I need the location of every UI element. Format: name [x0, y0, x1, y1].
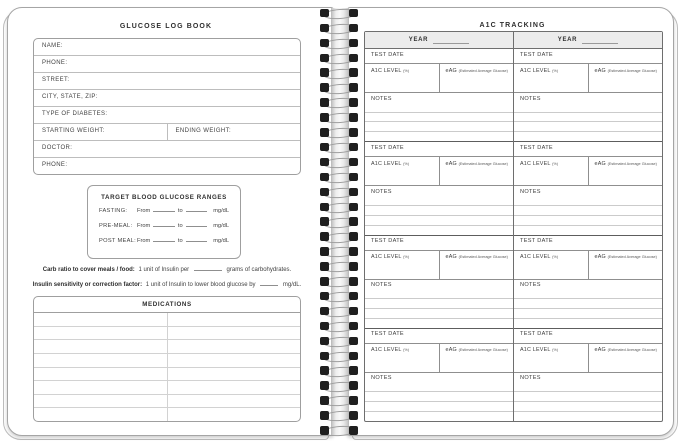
empty-row	[365, 299, 513, 309]
empty-row	[365, 122, 513, 132]
a1c-unit-label: (%)	[403, 68, 409, 73]
empty-row	[514, 216, 662, 226]
a1c-entry-block	[514, 141, 662, 234]
a1c-table-body	[365, 49, 662, 421]
year-header-row	[365, 32, 662, 49]
eag-sub-label: (Estimated Average Glucose)	[607, 255, 657, 259]
a1c-unit-label: (%)	[403, 348, 409, 353]
coil-punch-hole-left	[320, 158, 329, 167]
coil-punch-hole-right	[349, 203, 358, 212]
coil-punch-hole-left	[320, 24, 329, 33]
personal-info-box	[33, 38, 301, 175]
year-blank-line	[433, 36, 469, 44]
from-label: From	[137, 223, 151, 229]
target-range-row	[99, 220, 229, 235]
test-date-row: TEST DATE	[365, 329, 513, 344]
a1c-level-cell: A1C LEVEL (%)	[365, 344, 440, 372]
coil-punch-hole-right	[349, 113, 358, 122]
test-date-row: TEST DATE	[514, 236, 662, 251]
empty-row	[514, 412, 662, 421]
empty-row	[514, 226, 662, 235]
notes-row: NOTES	[514, 280, 662, 300]
eag-sub-label: (Estimated Average Glucose)	[458, 348, 508, 353]
coil-punch-hole-left	[320, 381, 329, 390]
insulin-sensitivity-label: Insulin sensitivity or correction factor:	[32, 282, 143, 288]
test-date-row: TEST DATE	[514, 329, 662, 344]
coil-punch-hole-left	[320, 143, 329, 152]
target-range-label: PRE-MEAL:	[99, 223, 133, 229]
eag-cell: eAG (Estimated Average Glucose)	[445, 67, 508, 74]
coil-punch-hole-left	[320, 217, 329, 226]
a1c-level-row	[514, 64, 662, 93]
from-label: From	[137, 208, 151, 214]
a1c-unit-label: (%)	[552, 68, 558, 73]
a1c-level-cell: A1C LEVEL (%)	[514, 344, 589, 372]
info-field-label: ENDING WEIGHT:	[167, 124, 301, 140]
a1c-entry-block	[365, 328, 513, 421]
info-row	[34, 55, 300, 72]
to-label: to	[177, 208, 183, 214]
a1c-level-row	[514, 344, 662, 373]
info-field-label: DOCTOR:	[42, 144, 73, 151]
eag-cell: eAG (Estimated Average Glucose)	[445, 347, 508, 354]
eag-sub-label: (Estimated Average Glucose)	[607, 161, 657, 166]
eag-cell: eAG (Estimated Average Glucose)	[445, 160, 508, 167]
coil-punch-hole-left	[320, 307, 329, 316]
coil-punch-hole-left	[320, 232, 329, 241]
test-date-row: TEST DATE	[514, 142, 662, 157]
coil-punch-hole-left	[320, 68, 329, 77]
eag-sub-label: (Estimated Average Glucose)	[458, 68, 508, 73]
info-row	[34, 39, 300, 55]
empty-row	[514, 113, 662, 123]
target-range-row	[99, 205, 229, 220]
target-ranges-title: TARGET BLOOD GLUCOSE RANGES	[101, 194, 227, 201]
a1c-level-row	[365, 157, 513, 186]
coil-punch-hole-left	[320, 366, 329, 375]
coil-punch-hole-right	[349, 322, 358, 331]
coil-punch-hole-right	[349, 158, 358, 167]
coil-punch-hole-left	[320, 98, 329, 107]
eag-cell: eAG (Estimated Average Glucose)	[594, 254, 657, 260]
a1c-unit-label: (%)	[552, 348, 558, 353]
carb-ratio-blank-line	[194, 264, 222, 271]
carb-ratio-label: Carb ratio to cover meals / food:	[42, 267, 135, 273]
carb-ratio-text: 1 unit of Insulin per	[138, 267, 190, 273]
a1c-entry-block	[514, 328, 662, 421]
a1c-level-cell: A1C LEVEL (%)	[365, 251, 440, 279]
medications-column-divider	[167, 313, 168, 421]
coil-punch-hole-left	[320, 262, 329, 271]
a1c-entry-block	[365, 49, 513, 141]
carb-ratio-note	[21, 264, 313, 273]
coil-punch-hole-right	[349, 337, 358, 346]
left-page	[7, 7, 334, 436]
empty-row	[365, 226, 513, 235]
coil-punch-hole-right	[349, 83, 358, 92]
carb-ratio-text-end: grams of carbohydrates.	[226, 267, 292, 273]
coil-punch-hole-right	[349, 217, 358, 226]
a1c-level-cell: A1C LEVEL (%)	[514, 251, 589, 279]
info-row	[34, 72, 300, 89]
a1c-entry-block	[365, 235, 513, 328]
coil-punch-hole-right	[349, 262, 358, 271]
coil-punch-hole-left	[320, 113, 329, 122]
a1c-level-cell: A1C LEVEL (%)	[365, 64, 440, 92]
eag-sub-label: (Estimated Average Glucose)	[607, 348, 657, 353]
coil-punch-hole-right	[349, 396, 358, 405]
from-blank-line	[153, 205, 175, 212]
info-field-label: CITY, STATE, ZIP:	[42, 93, 98, 100]
medications-box	[33, 296, 301, 422]
empty-row	[514, 319, 662, 328]
empty-row	[514, 309, 662, 319]
empty-row	[514, 299, 662, 309]
target-range-label: POST MEAL:	[99, 238, 137, 244]
target-range-row	[99, 235, 229, 250]
right-page-title: A1C TRACKING	[479, 22, 546, 29]
info-row	[34, 123, 300, 140]
year-label: YEAR	[408, 37, 429, 43]
eag-sub-label: (Estimated Average Glucose)	[607, 68, 657, 73]
insulin-sensitivity-note	[21, 279, 313, 288]
a1c-unit-label: (%)	[403, 161, 409, 166]
info-row	[34, 106, 300, 123]
coil-punch-hole-right	[349, 352, 358, 361]
year-label: YEAR	[557, 37, 578, 43]
coil-punch-hole-left	[320, 396, 329, 405]
target-range-label: FASTING:	[99, 208, 128, 214]
coil-punch-hole-left	[320, 277, 329, 286]
a1c-level-row	[514, 157, 662, 186]
coil-punch-hole-right	[349, 39, 358, 48]
coil-punch-hole-left	[320, 352, 329, 361]
empty-row	[365, 206, 513, 216]
a1c-level-cell: A1C LEVEL (%)	[514, 157, 589, 185]
year-header-cell	[514, 32, 662, 48]
a1c-level-row	[514, 251, 662, 280]
eag-sub-label: (Estimated Average Glucose)	[458, 255, 508, 259]
insulin-sensitivity-blank-line	[260, 279, 278, 286]
a1c-level-row	[365, 344, 513, 373]
coil-punch-hole-right	[349, 247, 358, 256]
notes-row: NOTES	[514, 186, 662, 206]
coil-punch-hole-left	[320, 247, 329, 256]
coil-punch-hole-left	[320, 292, 329, 301]
a1c-tracking-table	[364, 31, 663, 422]
insulin-sensitivity-text-end: mg/dL.	[282, 282, 302, 288]
from-blank-line	[153, 220, 175, 227]
info-row	[34, 140, 300, 157]
notes-row: NOTES	[365, 93, 513, 113]
coil-punch-hole-right	[349, 277, 358, 286]
coil-punch-hole-right	[349, 381, 358, 390]
coil-punch-hole-right	[349, 54, 358, 63]
coil-punch-hole-right	[349, 128, 358, 137]
empty-row	[514, 392, 662, 402]
coil-punch-hole-left	[320, 173, 329, 182]
a1c-unit-label: (%)	[552, 255, 558, 259]
test-date-row: TEST DATE	[514, 49, 662, 64]
a1c-level-row	[365, 251, 513, 280]
empty-row	[365, 132, 513, 141]
test-date-row: TEST DATE	[365, 236, 513, 251]
a1c-column	[514, 49, 662, 421]
a1c-entry-block	[365, 141, 513, 234]
to-label: to	[177, 223, 183, 229]
to-blank-line	[186, 220, 208, 227]
medications-title: MEDICATIONS	[34, 297, 300, 313]
empty-row	[514, 402, 662, 412]
a1c-unit-label: (%)	[403, 255, 409, 259]
info-field-label: NAME:	[42, 42, 64, 49]
test-date-row: TEST DATE	[365, 142, 513, 157]
notes-row: NOTES	[365, 280, 513, 300]
to-label: to	[177, 238, 183, 244]
coil-punch-hole-left	[320, 322, 329, 331]
a1c-level-cell: A1C LEVEL (%)	[514, 64, 589, 92]
coil-punch-hole-right	[349, 143, 358, 152]
unit-label: mg/dL	[213, 238, 229, 244]
coil-punch-hole-left	[320, 9, 329, 18]
info-field-label: PHONE:	[42, 161, 68, 168]
coil-punch-hole-right	[349, 188, 358, 197]
a1c-entry-block	[514, 235, 662, 328]
coil-punch-hole-right	[349, 292, 358, 301]
coil-punch-hole-right	[349, 24, 358, 33]
eag-cell: eAG (Estimated Average Glucose)	[445, 254, 508, 260]
coil-punch-hole-left	[320, 83, 329, 92]
coil-punch-hole-left	[320, 411, 329, 420]
empty-row	[365, 319, 513, 328]
info-field-label: PHONE:	[42, 59, 68, 66]
unit-label: mg/dL	[213, 208, 229, 214]
eag-cell: eAG (Estimated Average Glucose)	[594, 160, 657, 167]
notes-row: NOTES	[514, 93, 662, 113]
coil-punch-hole-right	[349, 9, 358, 18]
info-row	[34, 89, 300, 106]
eag-cell: eAG (Estimated Average Glucose)	[594, 67, 657, 74]
a1c-level-row	[365, 64, 513, 93]
eag-sub-label: (Estimated Average Glucose)	[458, 161, 508, 166]
coil-punch-hole-left	[320, 203, 329, 212]
insulin-sensitivity-text: 1 unit of Insulin to lower blood glucose by	[145, 282, 256, 288]
coil-punch-hole-right	[349, 68, 358, 77]
coil-punch-hole-right	[349, 307, 358, 316]
coil-punch-hole-right	[349, 411, 358, 420]
unit-label: mg/dL	[213, 223, 229, 229]
a1c-entry-block	[514, 49, 662, 141]
empty-row	[365, 402, 513, 412]
eag-cell: eAG (Estimated Average Glucose)	[594, 347, 657, 354]
empty-row	[514, 132, 662, 141]
year-blank-line	[582, 36, 618, 44]
empty-row	[365, 309, 513, 319]
coil-punch-hole-left	[320, 426, 329, 435]
coil-punch-hole-left	[320, 54, 329, 63]
a1c-column	[365, 49, 514, 421]
coil-punch-hole-right	[349, 173, 358, 182]
info-row	[34, 157, 300, 174]
empty-row	[365, 216, 513, 226]
empty-row	[514, 206, 662, 216]
left-page-title: GLUCOSE LOG BOOK	[119, 23, 213, 30]
to-blank-line	[186, 235, 208, 242]
empty-row	[514, 122, 662, 132]
coil-punch-hole-left	[320, 39, 329, 48]
empty-row	[365, 113, 513, 123]
notes-row: NOTES	[514, 373, 662, 393]
coil-punch-hole-left	[320, 188, 329, 197]
coil-punch-hole-left	[320, 337, 329, 346]
empty-row	[365, 412, 513, 421]
target-ranges-box	[87, 185, 241, 259]
empty-row	[365, 392, 513, 402]
to-blank-line	[186, 205, 208, 212]
from-blank-line	[153, 235, 175, 242]
info-field-label: TYPE OF DIABETES:	[42, 110, 108, 117]
year-header-cell	[365, 32, 514, 48]
coil-punch-hole-right	[349, 98, 358, 107]
a1c-level-cell: A1C LEVEL (%)	[365, 157, 440, 185]
info-field-label: STARTING WEIGHT:	[42, 127, 105, 134]
medications-rows	[34, 313, 300, 421]
notes-row: NOTES	[365, 186, 513, 206]
info-field-label: STREET:	[42, 76, 70, 83]
a1c-unit-label: (%)	[552, 161, 558, 166]
coil-punch-hole-right	[349, 232, 358, 241]
coil-punch-hole-right	[349, 426, 358, 435]
from-label: From	[137, 238, 151, 244]
coil-punch-hole-right	[349, 366, 358, 375]
coil-punch-hole-left	[320, 128, 329, 137]
target-ranges-rows	[88, 205, 240, 250]
right-page	[347, 7, 674, 436]
notes-row: NOTES	[365, 373, 513, 393]
test-date-row: TEST DATE	[365, 49, 513, 64]
